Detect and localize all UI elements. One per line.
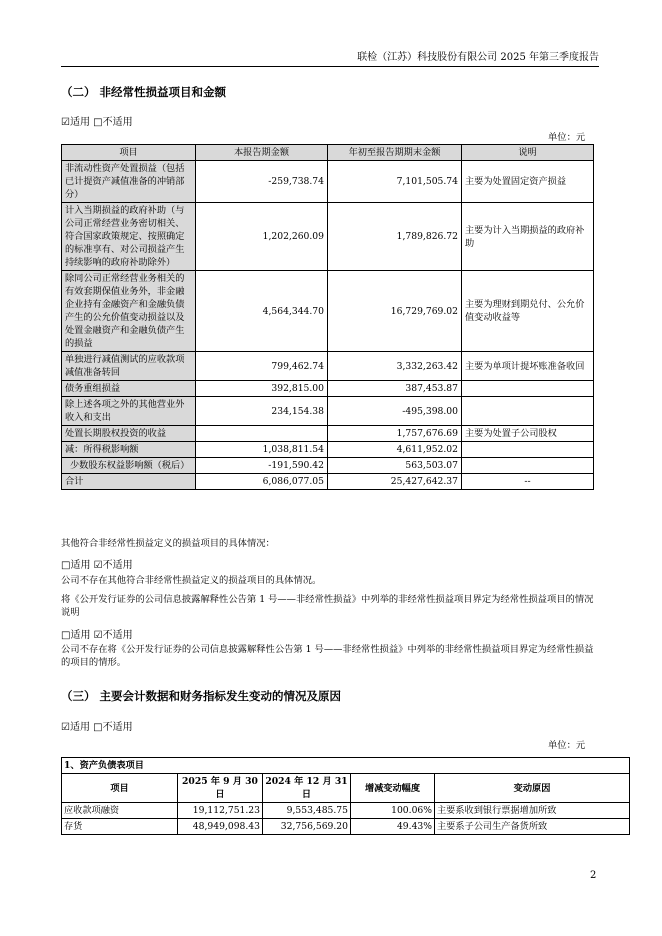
- table-row: [62, 271, 594, 352]
- section2-applicable: ☑适用 □不适用: [61, 117, 133, 128]
- row-ytd: 1,789,826.72: [328, 203, 462, 271]
- row-note: [462, 397, 594, 426]
- row-value-2025: 19,112,751.23: [178, 803, 263, 819]
- table-row: [62, 803, 630, 819]
- row-reason: 主要系收到银行票据增加所致: [435, 803, 630, 819]
- row-current: 1,038,811.54: [196, 442, 328, 458]
- reclass-intro: 将《公开发行证券的公司信息披露解释性公告第 1 号——非经常性损益》中列举的非经常性损益项目界定为经常性损益项目的情况说明: [61, 594, 594, 618]
- table-row: [62, 426, 594, 442]
- row-note: [462, 442, 594, 458]
- row-value-2024: 32,756,569.20: [263, 819, 351, 835]
- row-note: [462, 381, 594, 397]
- row-ytd: -495,398.00: [328, 397, 462, 426]
- table-row: [62, 442, 594, 458]
- row-item: 存货: [62, 819, 178, 835]
- page-number: 2: [590, 870, 597, 881]
- row-ytd: 16,729,769.02: [328, 271, 462, 352]
- row-note: 主要为计入当期损益的政府补助: [462, 203, 594, 271]
- section2-title: （二） 非经常性损益项目和金额: [61, 85, 227, 99]
- row-current: 6,086,077.05: [196, 474, 328, 490]
- table-row: [62, 458, 594, 474]
- row-note: 主要为单项计提坏账准备收回: [462, 352, 594, 381]
- table-header-row: [62, 145, 594, 161]
- row-item: 计入当期损益的政府补助（与公司正常经营业务密切相关、符合国家政策规定、按照确定的标准享有、对公司损益产生持续影响的政府补助除外）: [62, 203, 196, 271]
- section2-unit: 单位：元: [548, 132, 586, 143]
- header-divider: [61, 66, 599, 67]
- row-item: 少数股东权益影响额（税后）: [62, 458, 196, 474]
- row-item: 债务重组损益: [62, 381, 196, 397]
- col-header-change: 增减变动幅度: [351, 774, 435, 803]
- col-header-reason: 变动原因: [435, 774, 630, 803]
- table-header-row: [62, 774, 630, 803]
- reclass-applicable: □适用 ☑不适用: [61, 630, 133, 641]
- balance-sheet-table: [61, 757, 630, 835]
- row-current: 799,462.74: [196, 352, 328, 381]
- row-item: 除同公司正常经营业务相关的有效套期保值业务外，非金融企业持有金融资产和金融负债产生的公允价值变动损益以及处置金融资产和金融负债产生的损益: [62, 271, 196, 352]
- row-reason: 主要系子公司生产备货所致: [435, 819, 630, 835]
- table-total-row: [62, 474, 594, 490]
- row-ytd: 7,101,505.74: [328, 161, 462, 203]
- section3-applicable: ☑适用 □不适用: [61, 722, 133, 733]
- reclass-text: 公司不存在将《公开发行证券的公司信息披露解释性公告第 1 号——非经常性损益》中列举的非经常性损益项目界定为经常性损益的项目的情形。: [61, 644, 594, 668]
- col-header-current: 本报告期金额: [196, 145, 328, 161]
- row-value-2025: 48,949,098.43: [178, 819, 263, 835]
- row-item: 减：所得税影响额: [62, 442, 196, 458]
- row-note: --: [462, 474, 594, 490]
- col-header-2025: 2025 年 9 月 30 日: [178, 774, 263, 803]
- row-change: 49.43%: [351, 819, 435, 835]
- section3-unit: 单位：元: [548, 740, 586, 751]
- col-header-2024: 2024 年 12 月 31 日: [263, 774, 351, 803]
- row-item: 非流动性资产处置损益（包括已计提资产减值准备的冲销部分）: [62, 161, 196, 203]
- row-current: -259,738.74: [196, 161, 328, 203]
- table-row: [62, 161, 594, 203]
- report-header: 联检（江苏）科技股份有限公司 2025 年第三季度报告: [357, 52, 599, 63]
- row-item: 应收款项融资: [62, 803, 178, 819]
- table-row: [62, 819, 630, 835]
- row-ytd: 3,332,263.42: [328, 352, 462, 381]
- row-item: 单独进行减值测试的应收款项减值准备转回: [62, 352, 196, 381]
- row-current: 4,564,344.70: [196, 271, 328, 352]
- other-items-applicable: □适用 ☑不适用: [61, 560, 133, 571]
- row-current: [196, 426, 328, 442]
- row-current: -191,590.42: [196, 458, 328, 474]
- col-header-item: 项目: [62, 774, 178, 803]
- nonrecurring-table: [61, 144, 594, 490]
- row-value-2024: 9,553,485.75: [263, 803, 351, 819]
- row-ytd: 1,757,676.69: [328, 426, 462, 442]
- row-ytd: 387,453.87: [328, 381, 462, 397]
- table-row: [62, 381, 594, 397]
- row-current: 1,202,260.09: [196, 203, 328, 271]
- row-note: 主要为处置固定资产损益: [462, 161, 594, 203]
- col-header-ytd: 年初至报告期期末金额: [328, 145, 462, 161]
- section3-title: （三） 主要会计数据和财务指标发生变动的情况及原因: [61, 689, 342, 703]
- row-item: 处置长期股权投资的收益: [62, 426, 196, 442]
- table-group-row: [62, 758, 630, 774]
- row-ytd: 4,611,952.02: [328, 442, 462, 458]
- row-current: 234,154.38: [196, 397, 328, 426]
- table-row: [62, 203, 594, 271]
- row-ytd: 563,503.07: [328, 458, 462, 474]
- other-items-text: 公司不存在其他符合非经常性损益定义的损益项目的具体情况。: [61, 575, 322, 586]
- group-title: 1、资产负债表项目: [62, 758, 630, 774]
- other-items-intro: 其他符合非经常性损益定义的损益项目的具体情况：: [61, 538, 275, 549]
- col-header-note: 说明: [462, 145, 594, 161]
- row-note: 主要为理财到期兑付、公允价值变动收益等: [462, 271, 594, 352]
- row-item: 除上述各项之外的其他营业外收入和支出: [62, 397, 196, 426]
- row-ytd: 25,427,642.37: [328, 474, 462, 490]
- table-row: [62, 352, 594, 381]
- row-item: 合计: [62, 474, 196, 490]
- row-note: [462, 458, 594, 474]
- row-current: 392,815.00: [196, 381, 328, 397]
- row-note: 主要为处置子公司股权: [462, 426, 594, 442]
- table-row: [62, 397, 594, 426]
- col-header-item: 项目: [62, 145, 196, 161]
- row-change: 100.06%: [351, 803, 435, 819]
